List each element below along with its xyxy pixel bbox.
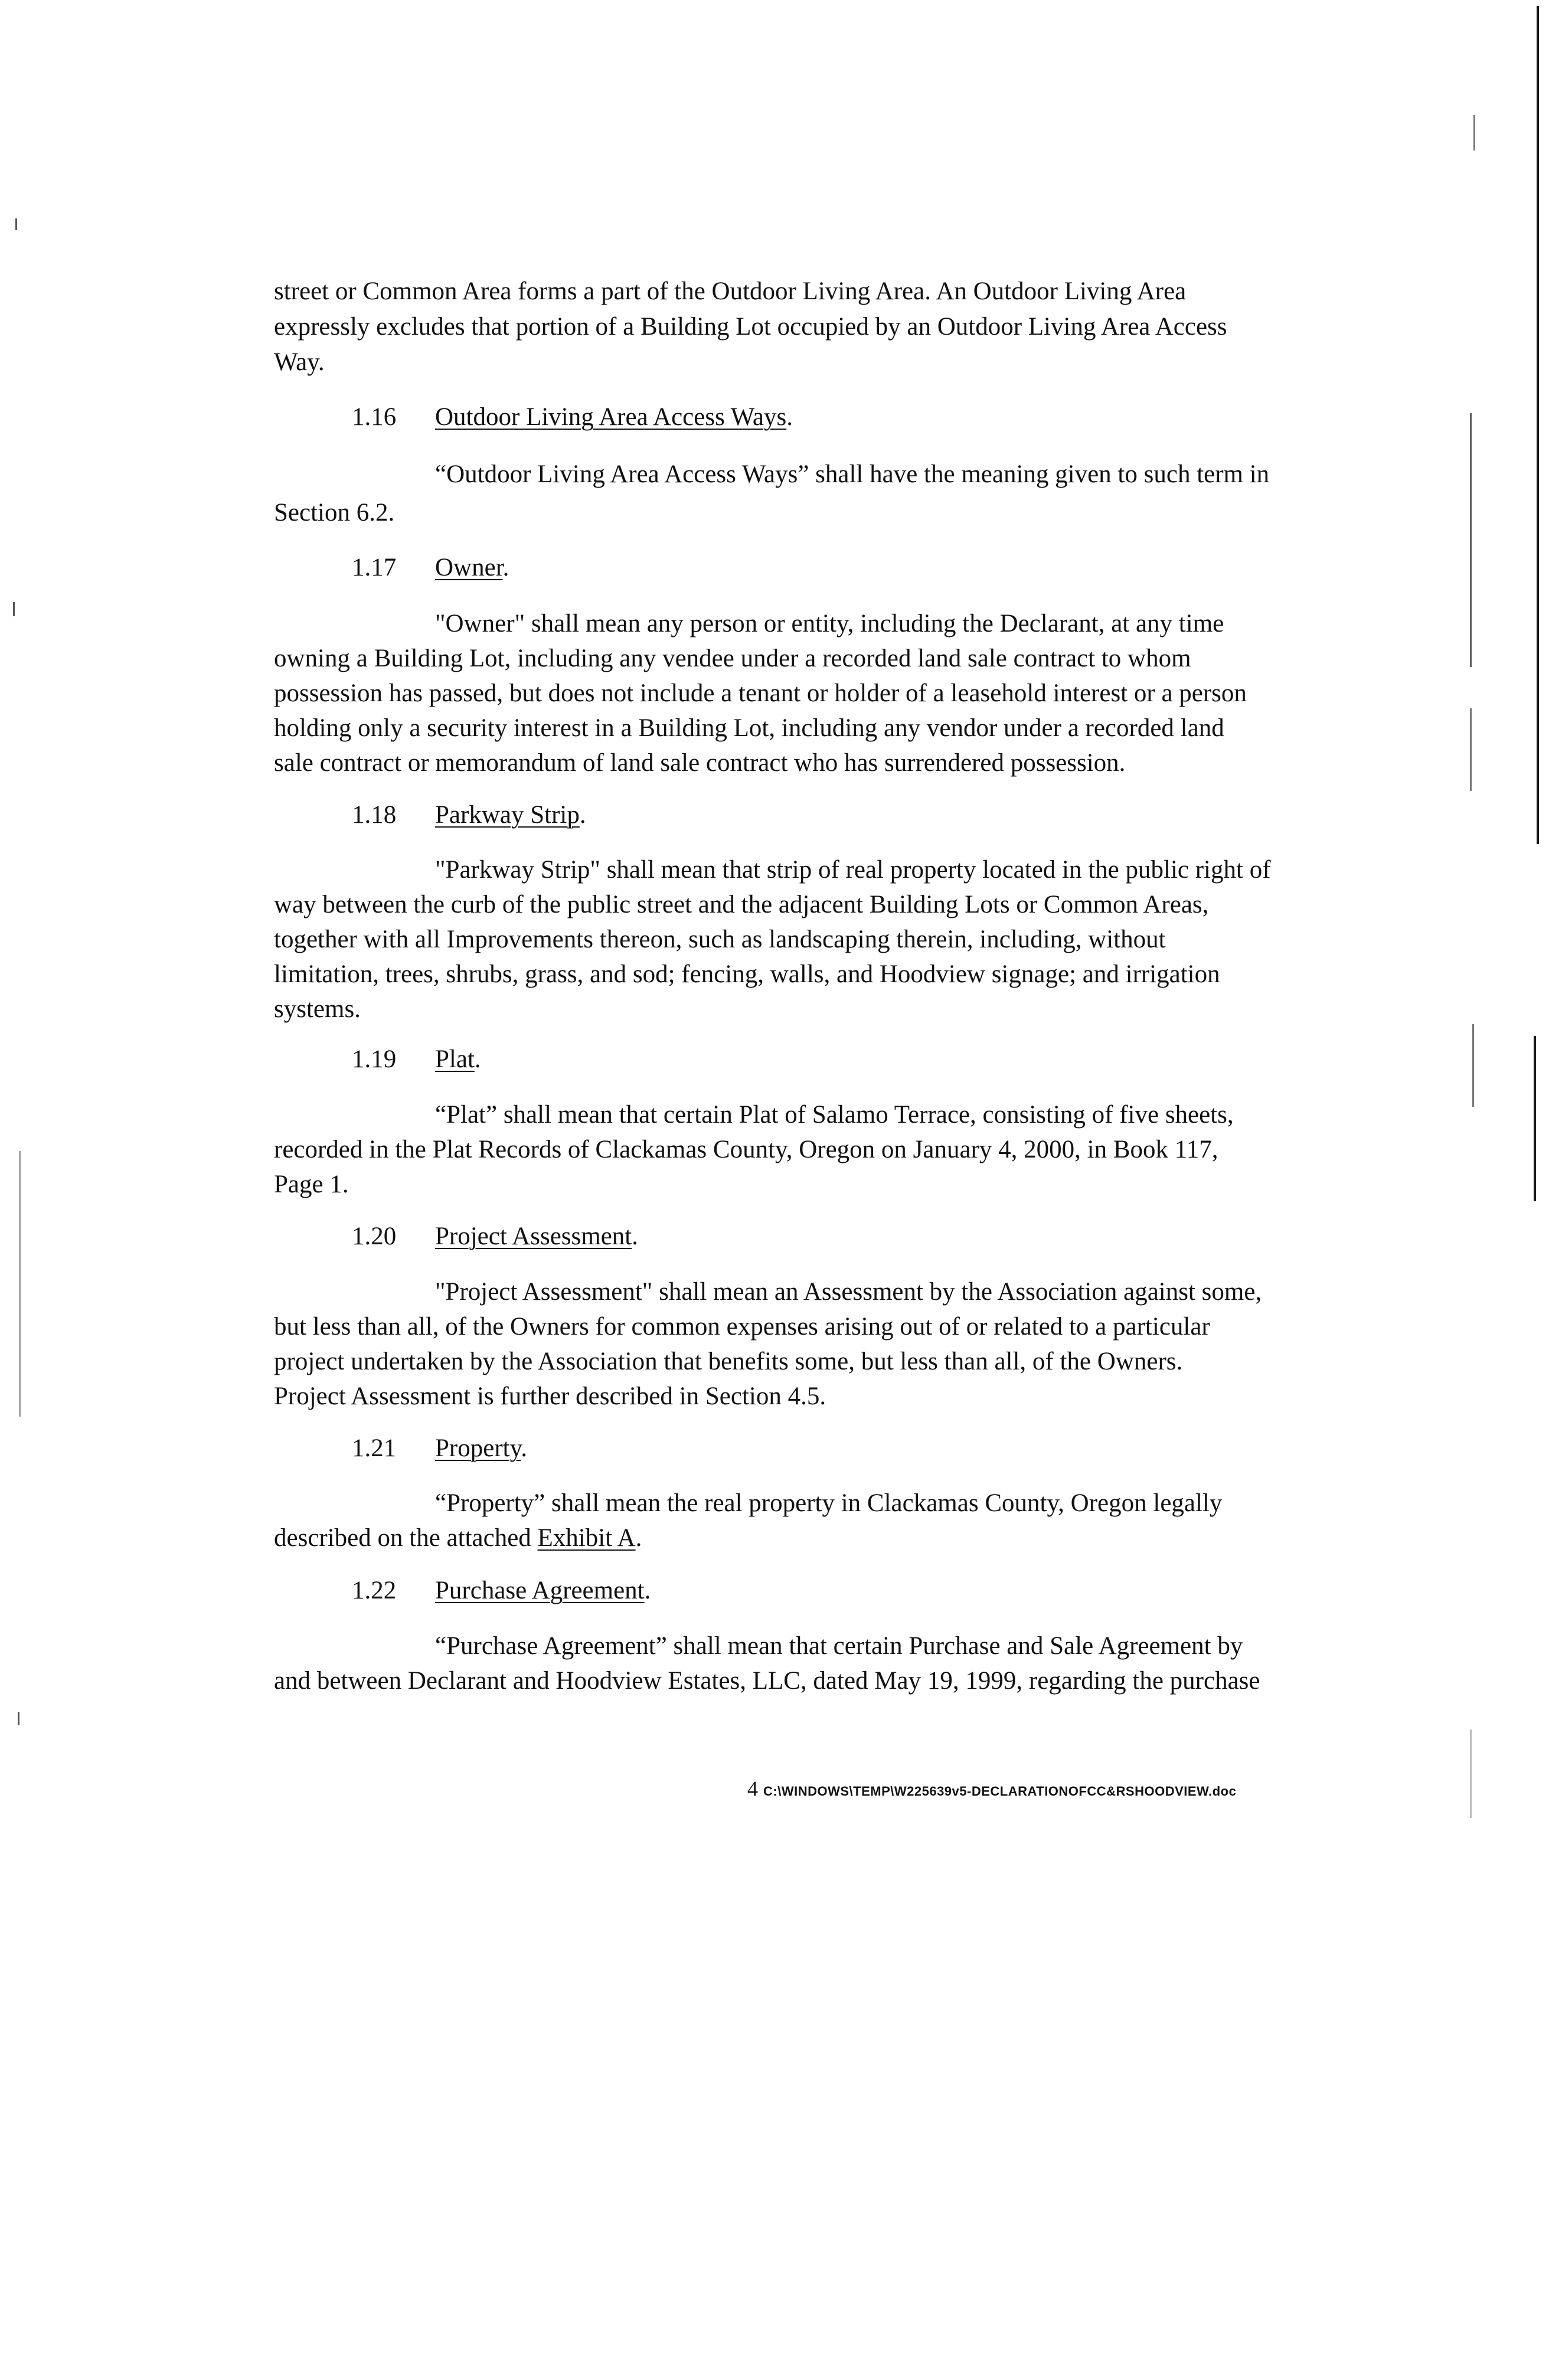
section-1-16-line-1: “Outdoor Living Area Access Ways” shall have the meaning given to such term in (435, 460, 1270, 488)
intro-line-3: Way. (274, 348, 325, 376)
intro-line-1: street or Common Area forms a part of the Outdoor Living Area. An Outdoor Living Area (274, 277, 1187, 305)
section-heading-1-19: Plat. (435, 1045, 481, 1073)
section-heading-1-21: Property. (435, 1434, 528, 1462)
section-number-1-19: 1.19 (352, 1045, 397, 1073)
section-1-18-line-2: way between the curb of the public street and the adjacent Building Lots or Common Areas, (274, 891, 1209, 918)
exhibit-a-reference: Exhibit A (537, 1524, 636, 1552)
section-1-21-line-1: “Property” shall mean the real property in Clackamas County, Oregon legally (435, 1489, 1223, 1517)
section-1-17-line-4: holding only a security interest in a Building Lot, including any vendor under a recorded land (274, 714, 1224, 742)
section-1-17-line-3: possession has passed, but does not include a tenant or holder of a leasehold interest or a person (274, 679, 1247, 707)
section-1-18-line-5: systems. (274, 995, 361, 1023)
section-number-1-22: 1.22 (352, 1577, 397, 1604)
file-path: C:\WINDOWS\TEMP\W225639v5-DECLARATIONOFCC&RSHOODVIEW.doc (763, 1784, 1237, 1799)
section-1-17-line-1: "Owner" shall mean any person or entity, including the Declarant, at any time (435, 610, 1224, 638)
section-number-1-17: 1.17 (352, 554, 397, 581)
section-heading-1-17: Owner. (435, 554, 509, 581)
section-1-17-line-5: sale contract or memorandum of land sale contract who has surrendered possession. (274, 749, 1126, 777)
section-1-22-line-1: “Purchase Agreement” shall mean that certain Purchase and Sale Agreement by (435, 1632, 1243, 1660)
scan-edge-line (1473, 115, 1475, 151)
section-number-1-18: 1.18 (352, 801, 397, 829)
scan-edge-line (1472, 1024, 1474, 1107)
section-number-1-16: 1.16 (352, 403, 397, 431)
section-1-20-line-3: project undertaken by the Association that benefits some, but less than all, of the Owners. (274, 1348, 1183, 1375)
section-1-19-line-1: “Plat” shall mean that certain Plat of Salamo Terrace, consisting of five sheets, (435, 1101, 1234, 1129)
section-1-20-line-2: but less than all, of the Owners for common expenses arising out of or related to a particular (274, 1313, 1210, 1341)
section-1-16-line-2: Section 6.2. (274, 499, 395, 527)
section-1-22-line-2: and between Declarant and Hoodview Estates, LLC, dated May 19, 1999, regarding the purchase (274, 1667, 1260, 1695)
scan-speck (13, 602, 15, 616)
scan-edge-line (19, 1151, 21, 1417)
scan-edge-line (1537, 6, 1539, 844)
section-heading-1-16: Outdoor Living Area Access Ways. (435, 403, 793, 431)
page-number: 4 (747, 1777, 758, 1800)
section-1-18-line-4: limitation, trees, shrubs, grass, and sod; fencing, walls, and Hoodview signage; and irrigation (274, 960, 1220, 988)
section-heading-1-18: Parkway Strip. (435, 801, 586, 829)
section-heading-1-22: Purchase Agreement. (435, 1577, 651, 1604)
scan-speck (15, 218, 17, 230)
section-1-17-line-2: owning a Building Lot, including any vendee under a recorded land sale contract to whom (274, 645, 1191, 672)
scan-edge-line (1534, 1036, 1536, 1201)
section-1-20-line-4: Project Assessment is further described in Section 4.5. (274, 1382, 826, 1410)
scan-edge-line (1470, 413, 1472, 667)
scan-speck (1470, 1730, 1472, 1818)
section-1-21-line-2: described on the attached Exhibit A. (274, 1524, 642, 1552)
section-number-1-20: 1.20 (352, 1222, 397, 1250)
section-number-1-21: 1.21 (352, 1434, 397, 1462)
section-1-19-line-2: recorded in the Plat Records of Clackamas County, Oregon on January 4, 2000, in Book 117, (274, 1136, 1218, 1163)
scan-speck (18, 1712, 19, 1725)
section-1-19-line-3: Page 1. (274, 1171, 349, 1198)
section-1-20-line-1: "Project Assessment" shall mean an Assessment by the Association against some, (435, 1278, 1262, 1306)
section-1-18-line-3: together with all Improvements thereon, such as landscaping therein, including, without (274, 926, 1166, 953)
intro-line-2: expressly excludes that portion of a Building Lot occupied by an Outdoor Living Area Access (274, 313, 1227, 341)
section-heading-1-20: Project Assessment. (435, 1222, 638, 1250)
page-footer (747, 1776, 1236, 1804)
section-1-18-line-1: "Parkway Strip" shall mean that strip of real property located in the public right of (435, 856, 1271, 884)
scan-edge-line (1470, 708, 1472, 791)
